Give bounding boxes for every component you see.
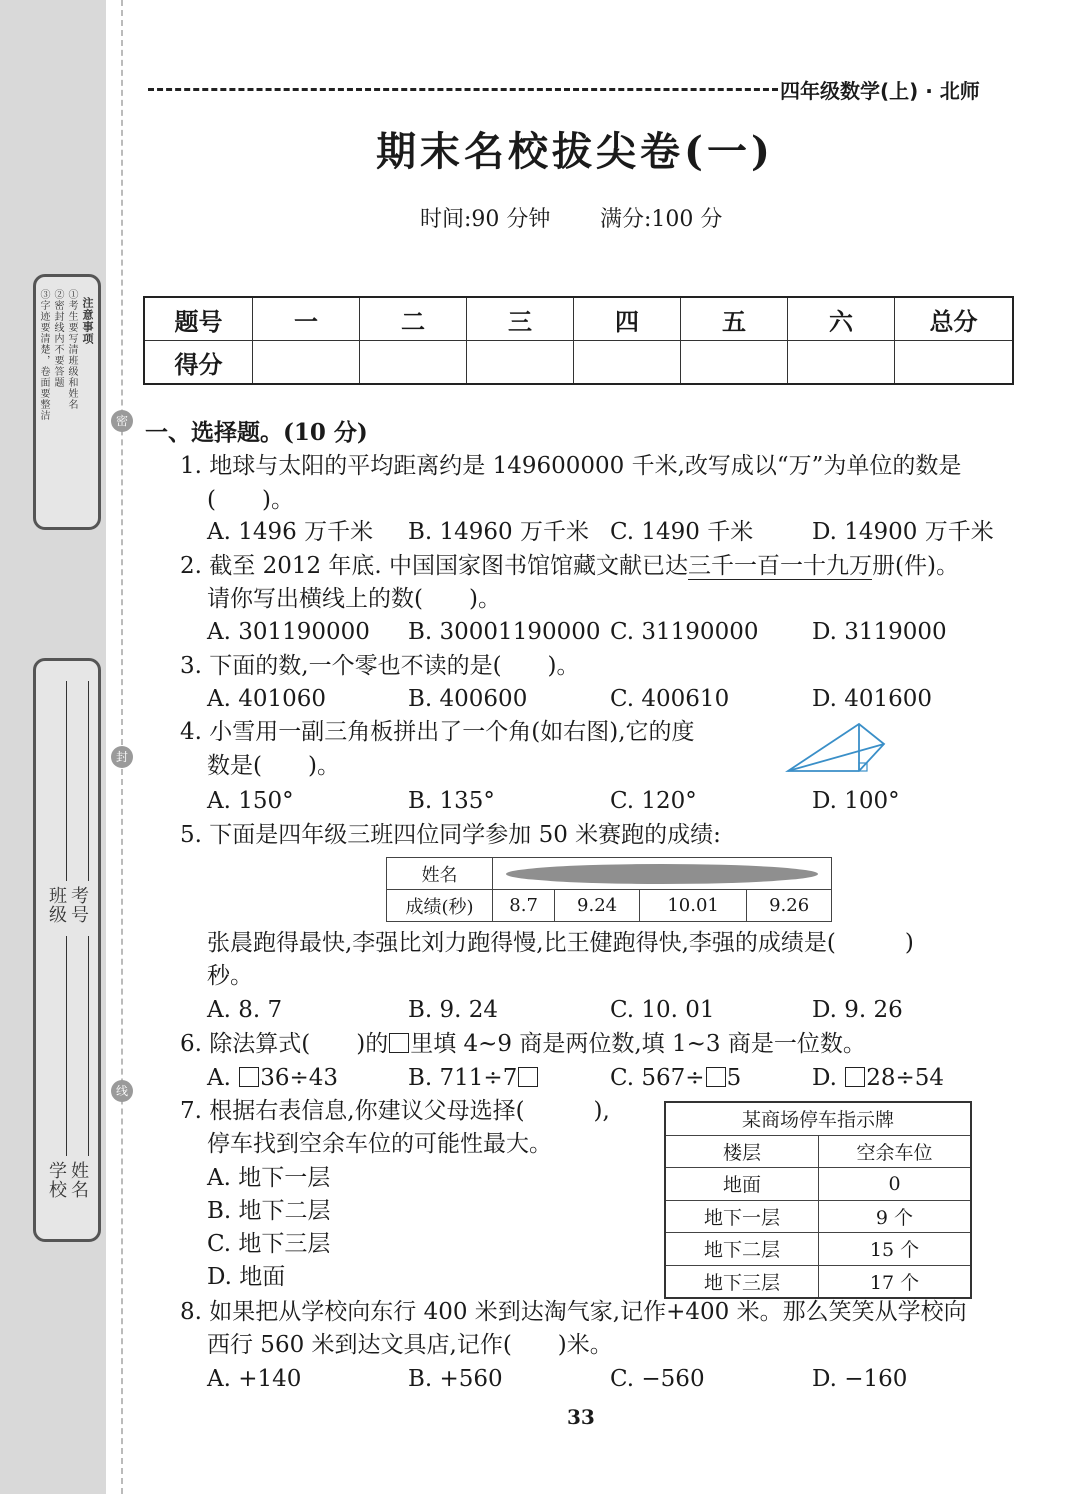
score-row-label: 得分	[144, 341, 253, 385]
race-time-row	[387, 890, 832, 922]
score-cell[interactable]	[895, 341, 1014, 385]
q6-d-label: D.	[812, 1065, 845, 1091]
q1-line1: 1. 地球与太阳的平均距离约是 149600000 千米,改写成以“万”为单位的数是	[180, 453, 962, 479]
blank-box-icon	[239, 1067, 259, 1087]
field-class: 班级	[46, 886, 67, 924]
section-title: 一、选择题。(10 分)	[145, 419, 368, 446]
score-header: 题号	[144, 297, 253, 341]
page-title: 期末名校拔尖卷(一)	[376, 128, 774, 175]
q7-line1: 7. 根据右表信息,你建议父母选择( ),	[180, 1098, 610, 1124]
seal-mark-1: 密	[111, 410, 133, 432]
q7-option-c[interactable]: C. 地下三层	[207, 1231, 331, 1257]
q1-option-c[interactable]: C. 1490 千米	[610, 519, 754, 545]
q4-option-c[interactable]: C. 120°	[610, 788, 697, 814]
parking-header: 楼层	[665, 1135, 819, 1168]
q5-option-a[interactable]: A. 8. 7	[207, 997, 283, 1023]
q3-line1: 3. 下面的数,一个零也不读的是( )。	[180, 653, 580, 679]
field-name: 姓名	[68, 1161, 89, 1199]
seal-mark-3: 线	[111, 1080, 133, 1102]
exam-time: 时间:90 分钟	[420, 207, 551, 232]
parking-header: 空余车位	[819, 1135, 972, 1168]
score-cell[interactable]	[253, 341, 360, 385]
q6-line1	[180, 1028, 866, 1060]
hidden-names-oval	[506, 864, 818, 884]
q3-option-d[interactable]: D. 401600	[812, 686, 933, 712]
q6-option-d[interactable]	[812, 1062, 944, 1094]
blank-box-icon	[389, 1033, 409, 1053]
q4-option-b[interactable]: B. 135°	[408, 788, 495, 814]
field-exam-no: 考号	[68, 886, 89, 924]
q5-line2: 张晨跑得最快,李强比刘力跑得慢,比王健跑得快,李强的成绩是( )	[207, 930, 914, 956]
score-table	[143, 296, 1014, 385]
q2-option-d[interactable]: D. 3119000	[812, 619, 947, 645]
race-name-row	[387, 858, 832, 890]
q8-line1: 8. 如果把从学校向东行 400 米到达淘气家,记作+400 米。那么笑笑从学校向	[180, 1299, 967, 1325]
q6-text-a: 6. 除法算式( )的	[180, 1031, 389, 1057]
score-header: 四	[574, 297, 681, 341]
score-header: 五	[681, 297, 788, 341]
q6-c-text: C. 567÷	[610, 1065, 705, 1091]
q5-option-b[interactable]: B. 9. 24	[408, 997, 499, 1023]
binding-margin	[0, 0, 106, 1494]
q5-line1: 5. 下面是四年级三班四位同学参加 50 米赛跑的成绩:	[180, 822, 721, 848]
score-cell[interactable]	[788, 341, 895, 385]
q1-option-d[interactable]: D. 14900 万千米	[812, 519, 994, 545]
seal-mark-2: 封	[111, 746, 133, 768]
q3-option-a[interactable]: A. 401060	[207, 686, 327, 712]
q2-option-a[interactable]: A. 301190000	[207, 619, 370, 645]
q8-option-d[interactable]: D. −160	[812, 1366, 908, 1392]
score-header: 二	[360, 297, 467, 341]
q8-option-c[interactable]: C. −560	[610, 1366, 705, 1392]
q6-option-c[interactable]	[610, 1062, 741, 1094]
q3-option-c[interactable]: C. 400610	[610, 686, 730, 712]
q1-line2: ( )。	[207, 487, 294, 513]
q4-option-d[interactable]: D. 100°	[812, 788, 900, 814]
race-time: 10.01	[639, 890, 746, 922]
q8-option-a[interactable]: A. +140	[207, 1366, 302, 1392]
note-2: ②密封线内不要答题	[52, 289, 63, 388]
score-header: 一	[253, 297, 360, 341]
q8-option-b[interactable]: B. +560	[408, 1366, 503, 1392]
blank-box-icon	[845, 1067, 865, 1087]
header-subject: 四年级数学(上) · 北师	[780, 79, 980, 103]
blank-box-icon	[518, 1067, 538, 1087]
note-3: ③字迹要清楚，卷面要整洁	[38, 289, 49, 421]
q5-option-c[interactable]: C. 10. 01	[610, 997, 715, 1023]
parking-floor: 地下三层	[665, 1265, 819, 1298]
score-cell[interactable]	[360, 341, 467, 385]
parking-spaces: 17 个	[819, 1265, 972, 1298]
q4-line2: 数是( )。	[207, 753, 340, 779]
race-label-name: 姓名	[387, 858, 493, 890]
q6-option-b[interactable]	[408, 1062, 539, 1094]
exam-full-score: 满分:100 分	[600, 207, 723, 232]
q4-option-a[interactable]: A. 150°	[207, 788, 294, 814]
q2-line2: 请你写出横线上的数( )。	[207, 586, 501, 612]
q7-option-a[interactable]: A. 地下一层	[207, 1165, 331, 1191]
q1-option-b[interactable]: B. 14960 万千米	[408, 519, 590, 545]
q6-option-a[interactable]	[207, 1062, 338, 1094]
race-table	[386, 857, 832, 922]
score-cell[interactable]	[574, 341, 681, 385]
q5-line3: 秒。	[207, 963, 253, 989]
q3-option-b[interactable]: B. 400600	[408, 686, 528, 712]
race-time: 9.26	[747, 890, 832, 922]
q2-underlined: 三千一百一十九万	[688, 553, 873, 579]
notes-title: 注意事项	[81, 297, 94, 345]
parking-spaces: 9 个	[819, 1200, 972, 1233]
q5-option-d[interactable]: D. 9. 26	[812, 997, 903, 1023]
q7-option-b[interactable]: B. 地下二层	[207, 1198, 331, 1224]
parking-title: 某商场停车指示牌	[665, 1102, 971, 1135]
q6-c-text-end: 5	[726, 1065, 742, 1091]
q7-option-d[interactable]: D. 地面	[207, 1264, 286, 1290]
q6-a-text: 36÷43	[260, 1065, 339, 1091]
score-cell[interactable]	[467, 341, 574, 385]
score-header: 总分	[895, 297, 1014, 341]
parking-floor: 地下二层	[665, 1233, 819, 1266]
q2-line1	[180, 550, 959, 582]
score-header-row	[144, 297, 1013, 341]
q6-text-b: 里填 4~9 商是两位数,填 1~3 商是一位数。	[410, 1031, 866, 1057]
parking-floor: 地下一层	[665, 1200, 819, 1233]
q6-a-label: A.	[207, 1065, 239, 1091]
parking-table	[664, 1101, 972, 1299]
score-header: 三	[467, 297, 574, 341]
triangle-edge	[788, 744, 884, 771]
q1-option-a[interactable]: A. 1496 万千米	[207, 519, 374, 545]
q2-text-b: 册(件)。	[872, 553, 959, 579]
header-dash	[148, 88, 778, 91]
parking-spaces: 15 个	[819, 1233, 972, 1266]
q6-d-text: 28÷54	[866, 1065, 945, 1091]
race-label-time: 成绩(秒)	[387, 890, 493, 922]
q7-line2: 停车找到空余车位的可能性最大。	[207, 1131, 552, 1157]
score-header: 六	[788, 297, 895, 341]
q2-text-a: 2. 截至 2012 年底. 中国国家图书馆馆藏文献已达	[180, 553, 689, 579]
note-1: ①考生要写清班级和姓名	[66, 289, 77, 410]
notes-box	[33, 274, 101, 530]
parking-spaces: 0	[819, 1168, 972, 1201]
race-time: 9.24	[555, 890, 640, 922]
race-time: 8.7	[493, 890, 555, 922]
blank-box-icon	[706, 1067, 726, 1087]
race-names-hidden	[493, 858, 832, 890]
triangle-ruler-figure	[784, 716, 890, 776]
q8-line2: 西行 560 米到达文具店,记作( )米。	[207, 1332, 613, 1358]
page-number: 33	[567, 1405, 595, 1429]
score-cell[interactable]	[681, 341, 788, 385]
q6-b-text: B. 711÷7	[408, 1065, 518, 1091]
score-row	[144, 341, 1013, 385]
field-school: 学校	[46, 1161, 67, 1199]
q2-option-b[interactable]: B. 30001190000	[408, 619, 601, 645]
parking-floor: 地面	[665, 1168, 819, 1201]
q4-line1: 4. 小雪用一副三角板拼出了一个角(如右图),它的度	[180, 719, 695, 745]
q2-option-c[interactable]: C. 31190000	[610, 619, 759, 645]
info-box	[33, 658, 101, 1242]
